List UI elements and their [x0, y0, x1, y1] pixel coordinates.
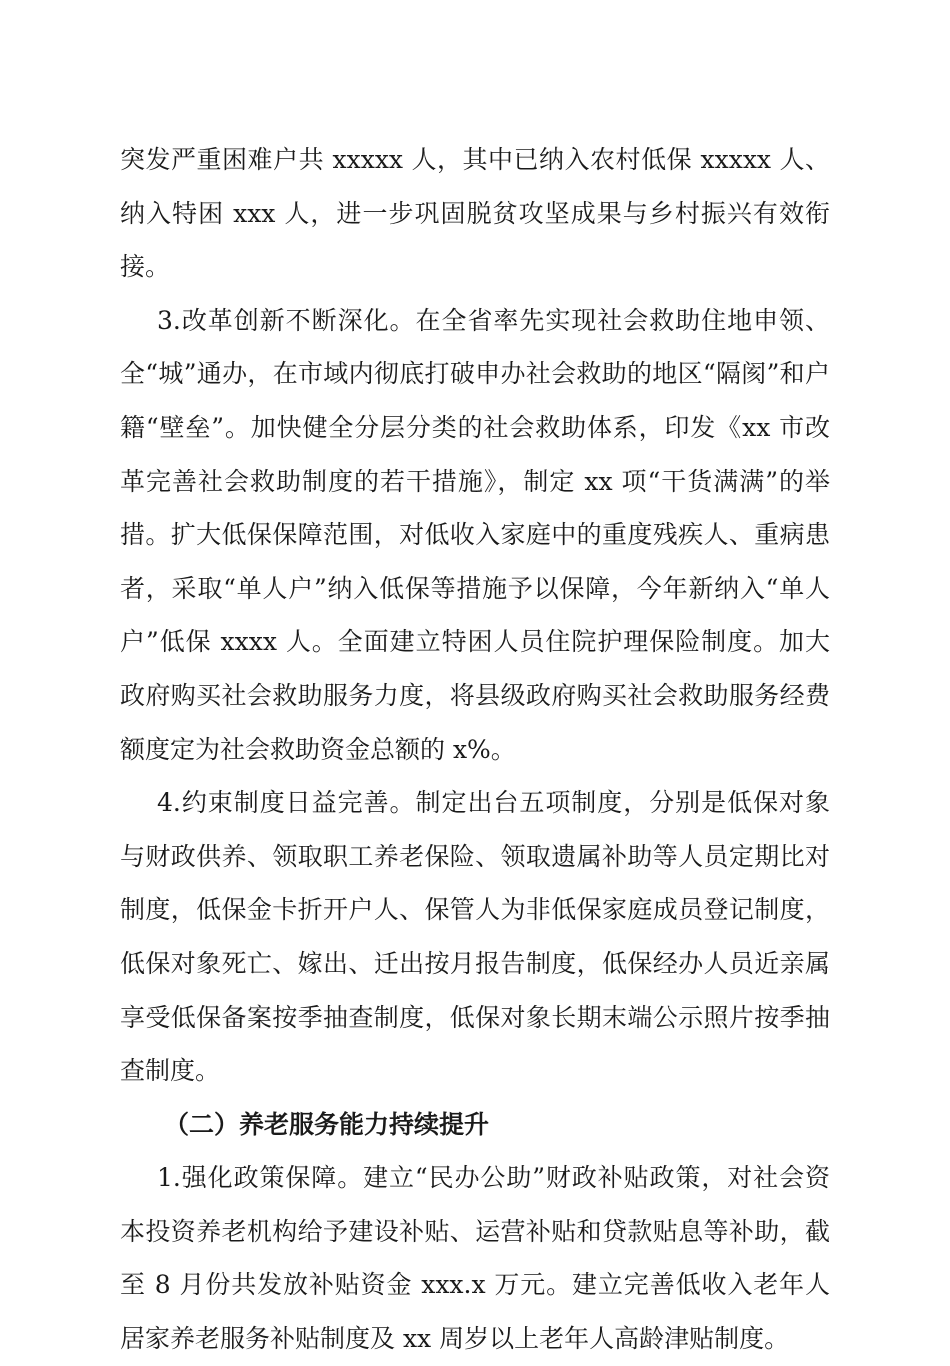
- paragraph-reform-innovation: 3.改革创新不断深化。在全省率先实现社会救助住地申领、全“城”通办，在市域内彻底打破申办社会救助的地区“隔阂”和户籍“壁垒”。加快健全分层分类的社会救助体系，印发《xx 市改革完善社会救助制度的若干措施》，制定 xx 项“干货满满”的举措。扩大低保保障范围，对低收入家庭中的重度残疾人、重病患者，采取“单人户”纳入低保等措施予以保障，今年新纳入“单人户”低保 xxxx 人。全面建立特困人员住院护理保险制度。加大政府购买社会救助服务力度，将县级政府购买社会救助服务经费额度定为社会救助资金总额的 x%。: [120, 305, 830, 764]
- document-body: [120, 133, 830, 1366]
- section-heading-elderly-care: （二）养老服务能力持续提升: [164, 1109, 490, 1139]
- paragraph-policy-guarantee: 1.强化政策保障。建立“民办公助”财政补贴政策，对社会资本投资养老机构给予建设补贴、运营补贴和贷款贴息等补助，截至 8 月份共发放补贴资金 xxx.x 万元。建立完善低收入老年人居家养老服务补贴制度及 xx 周岁以上老年人高龄津贴制度。: [120, 1163, 830, 1354]
- paragraph-continuation: 突发严重困难户共 xxxxx 人，其中已纳入农村低保 xxxxx 人、纳入特困 xxx 人，进一步巩固脱贫攻坚成果与乡村振兴有效衔接。: [120, 145, 830, 282]
- paragraph-constraint-system: 4.约束制度日益完善。制定出台五项制度，分别是低保对象与财政供养、领取职工养老保险、领取遗属补助等人员定期比对制度，低保金卡折开户人、保管人为非低保家庭成员登记制度，低保对象死亡、嫁出、迁出按月报告制度，低保经办人员近亲属享受低保备案按季抽查制度，低保对象长期末端公示照片按季抽查制度。: [120, 788, 830, 1086]
